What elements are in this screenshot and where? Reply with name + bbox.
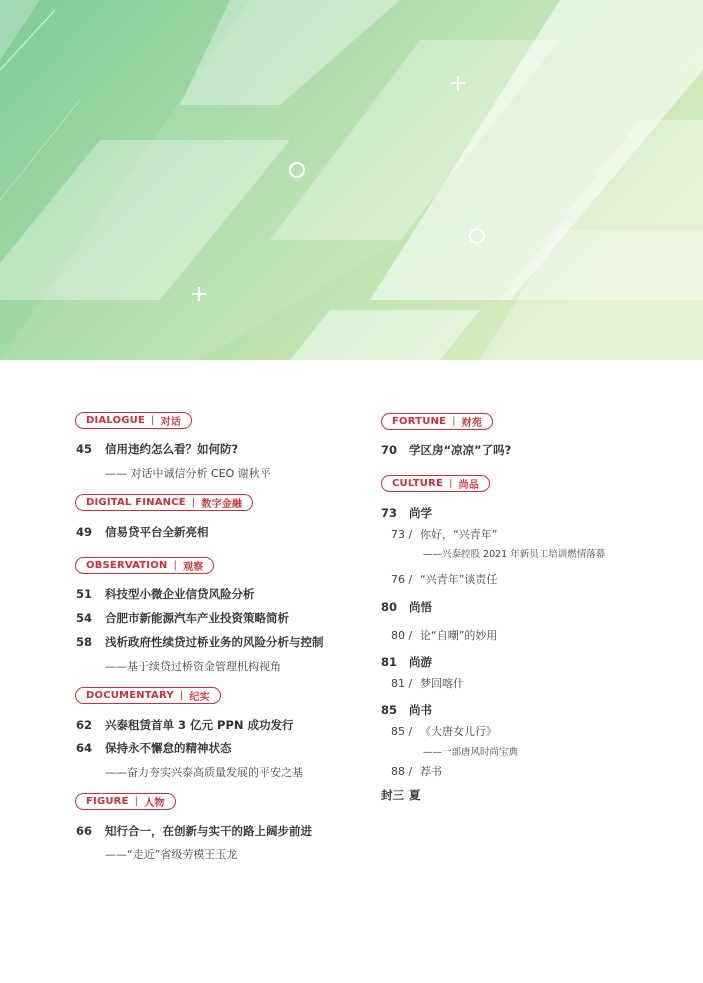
subentry-title: 荐书 <box>420 765 442 778</box>
toc-entry[interactable] <box>381 654 432 670</box>
toc-entry[interactable] <box>76 634 324 650</box>
page-number: 80 <box>381 600 398 614</box>
page-number: 62 <box>76 718 93 732</box>
entry-title: 信用违约怎么看？如何防? <box>105 442 239 456</box>
entry-subtitle: ——一部唐风时尚宝典 <box>423 747 519 758</box>
section-tag-en: FORTUNE <box>392 416 447 427</box>
entry-title: 尚书 <box>409 703 432 717</box>
entry-title: 合肥市新能源汽车产业投资策略简析 <box>105 611 289 625</box>
section-tag-en: OBSERVATION <box>86 560 168 571</box>
toc-entry[interactable] <box>76 717 294 733</box>
page-number: 70 <box>381 443 398 457</box>
subentry-title: 论“自嘲”的妙用 <box>420 629 498 642</box>
section-tag-observation[interactable]: OBSERVATION | 观察 <box>75 557 214 574</box>
cover-banner <box>0 0 703 360</box>
subentry-title: 《大唐女儿行》 <box>420 725 497 738</box>
entry-subtitle: ——兴泰控股 2021 年新员工培训燃情落幕 <box>423 549 606 560</box>
entry-title: 学区房“凉凉”了吗? <box>409 443 512 457</box>
entry-title: 保持永不懈怠的精神状态 <box>105 741 232 755</box>
page-number: 封三 <box>381 788 404 802</box>
section-tag-en: DOCUMENTARY <box>86 690 174 701</box>
subentry-title: 梦回喀什 <box>420 677 464 690</box>
toc-entry[interactable] <box>381 702 432 718</box>
subentry-page: 85 / <box>391 725 413 738</box>
section-tag-en: CULTURE <box>392 478 444 489</box>
page-number: 73 <box>381 506 398 520</box>
toc-entry[interactable] <box>76 610 289 626</box>
subentry-page: 73 / <box>391 528 413 541</box>
page-number: 66 <box>76 824 93 838</box>
section-tag-en: FIGURE <box>86 796 129 807</box>
section-tag-figure[interactable]: FIGURE | 人物 <box>75 793 176 810</box>
entry-subtitle: ——“走近”省级劳模王玉龙 <box>105 848 238 861</box>
toc-subentry[interactable] <box>391 763 442 779</box>
section-tag-documentary[interactable]: DOCUMENTARY | 纪实 <box>75 687 221 704</box>
section-tag-cn: 尚品 <box>458 480 480 491</box>
section-tag-cn: 对话 <box>160 417 182 428</box>
toc-entry[interactable] <box>76 823 312 839</box>
entry-title: 信易贷平台全新亮相 <box>105 525 209 539</box>
entry-subtitle: ——奋力夯实兴泰高质量发展的平安之基 <box>105 766 303 779</box>
section-tag-cn: 财苑 <box>461 418 483 429</box>
page-number: 58 <box>76 635 93 649</box>
section-tag-digital-finance[interactable]: DIGITAL FINANCE | 数字金融 <box>75 494 253 511</box>
toc-entry[interactable] <box>76 586 255 602</box>
section-tag-cn: 纪实 <box>189 692 210 703</box>
toc-entry[interactable] <box>76 740 232 756</box>
section-tag-cn: 数字金融 <box>201 499 243 510</box>
section-tag-cn: 观察 <box>183 562 204 573</box>
entry-subtitle: ——基于续贷过桥资金管理机构视角 <box>105 660 281 673</box>
subentry-page: 81 / <box>391 677 413 690</box>
page-number: 45 <box>76 442 93 456</box>
toc-entry[interactable] <box>76 524 209 540</box>
entry-title: 尚游 <box>409 655 432 669</box>
entry-title: 夏 <box>409 788 421 802</box>
entry-title: 浅析政府性续贷过桥业务的风险分析与控制 <box>105 635 324 649</box>
toc-subentry[interactable] <box>391 723 497 739</box>
page-number: 49 <box>76 525 93 539</box>
toc-subentry[interactable] <box>391 571 497 587</box>
section-tag-culture[interactable]: CULTURE | 尚品 <box>381 475 490 492</box>
entry-title: 尚悟 <box>409 600 432 614</box>
page-number: 54 <box>76 611 93 625</box>
subentry-title: “兴青年”谈责任 <box>420 573 498 586</box>
toc-entry[interactable] <box>381 787 421 803</box>
page-number: 64 <box>76 741 93 755</box>
section-tag-en: DIGITAL FINANCE <box>86 497 186 508</box>
toc-subentry[interactable] <box>391 526 497 542</box>
section-tag-dialogue[interactable]: DIALOGUE | 对话 <box>75 412 192 429</box>
entry-title: 兴泰租赁首单 3 亿元 PPN 成功发行 <box>105 718 294 732</box>
toc-entry[interactable] <box>76 441 238 457</box>
entry-subtitle: —— 对话中诚信分析 CEO 谢秋平 <box>105 467 271 480</box>
section-tag-cn: 人物 <box>144 798 165 809</box>
entry-title: 科技型小微企业信贷风险分析 <box>105 587 255 601</box>
subentry-page: 76 / <box>391 573 413 586</box>
toc-entry[interactable] <box>381 505 432 521</box>
section-tag-fortune[interactable]: FORTUNE | 财苑 <box>381 413 493 430</box>
banner-graphic <box>0 0 703 360</box>
toc-subentry[interactable] <box>391 675 464 691</box>
subentry-title: 你好，“兴青年” <box>420 528 498 541</box>
entry-title: 尚学 <box>409 506 432 520</box>
subentry-page: 80 / <box>391 629 413 642</box>
toc-subentry[interactable] <box>391 627 497 643</box>
page-number: 51 <box>76 587 93 601</box>
section-tag-en: DIALOGUE <box>86 415 146 426</box>
toc-entry[interactable] <box>381 442 511 458</box>
entry-title: 知行合一，在创新与实干的路上阔步前进 <box>105 824 312 838</box>
subentry-page: 88 / <box>391 765 413 778</box>
toc-entry[interactable] <box>381 599 432 615</box>
page-number: 85 <box>381 703 398 717</box>
page-number: 81 <box>381 655 398 669</box>
